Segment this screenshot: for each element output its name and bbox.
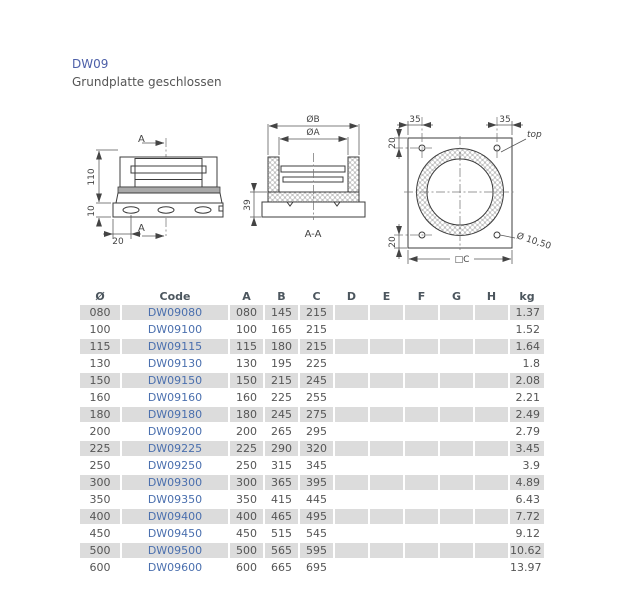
cell-f [405,543,438,558]
cell-e [370,339,403,354]
cell-f [405,322,438,337]
code-link[interactable]: DW09130 [147,357,203,370]
cell-kg: 4.89 [510,475,544,490]
cell-c: 275 [300,407,333,422]
section-name-label: A-A [304,229,322,240]
cell-e [370,424,403,439]
cell-d [335,475,368,490]
cell-a: 250 [236,459,257,472]
table-row [80,441,544,456]
cell-a: 400 [230,509,263,524]
cell-e [370,492,403,507]
cell-c: 215 [300,305,333,320]
cell-f [405,526,438,541]
table-row [80,509,544,524]
cell-kg: 10.62 [510,543,544,558]
table-row [80,322,544,337]
cell-f [405,390,438,405]
cell-d [335,526,368,541]
cell-a: 115 [230,339,263,354]
cell-d [335,492,368,507]
cell-e [370,356,403,371]
cell-h [475,526,508,541]
cell-code [122,373,228,388]
product-code-link[interactable]: DW09 [72,57,109,71]
cell-c: 395 [300,475,333,490]
cell-h [475,305,508,320]
code-link[interactable]: DW09300 [147,476,203,489]
col-g: G [451,290,462,303]
dim-plate-size-label: □C [454,255,470,265]
cell-b: 245 [265,407,298,422]
cell-h [475,322,508,337]
gasket-band [118,187,220,193]
cell-a: 500 [230,543,263,558]
cell-kg: 2.21 [515,391,540,404]
cell-c: 255 [306,391,327,404]
cell-h [475,356,508,371]
cell-code [122,407,228,422]
cell-e [370,475,403,490]
code-link[interactable]: DW09150 [147,374,203,387]
cell-a: 080 [230,305,263,320]
cell-g [440,373,473,388]
cell-d [335,305,368,320]
cell-kg: 9.12 [515,527,540,540]
dim-base-height-label: 39 [243,199,253,211]
cell-code [122,492,228,507]
cell-code [122,339,228,354]
cell-code [122,424,228,439]
cell-code [122,560,228,575]
table-row [80,492,544,507]
cell-e [370,390,403,405]
cell-diameter: 400 [80,509,120,524]
cell-f [405,407,438,422]
cell-c: 215 [300,339,333,354]
table-row [80,356,544,371]
cell-f [405,305,438,320]
table-row [80,390,544,405]
cell-a: 200 [236,425,257,438]
cell-d [335,424,368,439]
cell-g [440,560,473,575]
side-view-drawing [87,134,223,247]
cell-diameter: 300 [80,475,120,490]
col-b: B [277,290,286,303]
cell-diameter: 250 [89,459,111,472]
code-link[interactable]: DW09115 [147,340,203,353]
dim-height-label: 110 [87,168,97,186]
code-link[interactable]: DW09100 [147,323,203,336]
cell-code [122,390,228,405]
cell-diameter: 200 [89,425,111,438]
section-label-top: A [138,134,145,145]
cell-h [475,424,508,439]
cell-d [335,373,368,388]
cell-diameter: 350 [89,493,111,506]
dim-hole-offset-right-label: 35 [499,115,511,125]
cell-c: 215 [306,323,327,336]
cell-diameter: 115 [80,339,120,354]
dim-edge-offset-top-label: 20 [388,137,398,149]
cell-a: 300 [230,475,263,490]
cell-g [440,305,473,320]
cell-c: 695 [306,561,327,574]
base-plate-side [113,203,223,217]
page-header [72,55,222,91]
cell-e [370,458,403,473]
cell-e [370,322,403,337]
cell-diameter: 130 [89,357,111,370]
cell-kg: 13.97 [510,561,542,574]
cell-code [122,509,228,524]
cell-g [440,339,473,354]
table-body [80,305,544,575]
cell-b: 165 [271,323,292,336]
col-e: E [382,290,391,303]
cell-h [475,441,508,456]
code-link[interactable]: DW09225 [147,442,203,455]
cell-d [335,356,368,371]
cell-b: 225 [271,391,292,404]
top-view-drawing [388,115,553,265]
cell-g [440,390,473,405]
cell-code [122,441,228,456]
cell-diameter: 450 [89,527,111,540]
cell-f [405,475,438,490]
dim-outer-diameter-label: ØB [306,115,320,125]
cell-e [370,441,403,456]
code-link[interactable]: DW09250 [147,459,203,472]
cell-e [370,407,403,422]
cell-diameter: 225 [80,441,120,456]
cell-code [122,458,228,473]
table-row [80,560,544,575]
product-table [78,288,546,577]
cell-d [335,560,368,575]
cell-a: 180 [230,407,263,422]
code-link[interactable]: DW09350 [147,493,203,506]
cell-kg: 1.8 [522,357,540,370]
cell-b: 365 [265,475,298,490]
cell-d [335,509,368,524]
col-d: D [346,290,357,303]
cell-c: 320 [300,441,333,456]
cell-code [122,305,228,320]
cell-b: 265 [271,425,292,438]
col-f: F [417,290,426,303]
cell-f [405,441,438,456]
code-link[interactable]: DW09200 [147,425,203,438]
cell-kg: 3.9 [522,459,540,472]
dim-plate-thickness-label: 10 [87,205,97,217]
code-link[interactable]: DW09160 [147,391,203,404]
surface-top-label: top [527,130,542,140]
cell-d [335,339,368,354]
cell-h [475,543,508,558]
cell-f [405,356,438,371]
table-row [80,407,544,422]
insulation-wall [348,157,359,192]
cell-g [440,492,473,507]
table-header-row [80,290,544,303]
col-diameter: Ø [95,290,105,303]
cell-b: 180 [265,339,298,354]
cell-kg: 6.43 [515,493,540,506]
code-link[interactable]: DW09500 [147,544,203,557]
cell-e [370,305,403,320]
insulation-wall [268,157,279,192]
cell-b: 565 [265,543,298,558]
cell-kg: 1.37 [510,305,544,320]
cell-b: 315 [271,459,292,472]
cell-b: 215 [265,373,298,388]
cell-c: 225 [306,357,327,370]
cell-kg: 1.64 [510,339,544,354]
cell-c: 545 [306,527,327,540]
cell-d [335,543,368,558]
cell-g [440,458,473,473]
cell-f [405,458,438,473]
cell-c: 345 [306,459,327,472]
cell-h [475,458,508,473]
cell-kg: 2.08 [510,373,544,388]
code-link[interactable]: DW09600 [147,561,203,574]
cell-h [475,390,508,405]
col-kg: kg [519,290,535,303]
code-link[interactable]: DW09080 [147,306,203,319]
cell-b: 145 [265,305,298,320]
cell-g [440,322,473,337]
cell-e [370,373,403,388]
cell-diameter: 180 [80,407,120,422]
cell-g [440,356,473,371]
cell-d [335,458,368,473]
table-row [80,339,544,354]
cell-h [475,373,508,388]
table-row [80,475,544,490]
code-link[interactable]: DW09450 [147,527,203,540]
cell-g [440,509,473,524]
cell-code [122,356,228,371]
table-row [80,424,544,439]
product-title: Grundplatte geschlossen [72,75,222,89]
cell-b: 195 [271,357,292,370]
cell-e [370,560,403,575]
cell-h [475,560,508,575]
cell-d [335,390,368,405]
cell-diameter: 150 [80,373,120,388]
dim-slot-offset-label: 20 [112,237,124,247]
collar [116,193,222,203]
cell-g [440,543,473,558]
cell-f [405,492,438,507]
product-table-wrap [78,288,546,577]
cell-h [475,475,508,490]
cell-c: 245 [300,373,333,388]
col-h: H [486,290,497,303]
cell-d [335,322,368,337]
cell-h [475,339,508,354]
cell-diameter: 100 [89,323,111,336]
cell-b: 665 [271,561,292,574]
cell-g [440,441,473,456]
cell-b: 465 [265,509,298,524]
cell-a: 225 [230,441,263,456]
cell-kg: 7.72 [510,509,544,524]
table-row [80,373,544,388]
cell-e [370,526,403,541]
cell-a: 130 [236,357,257,370]
cell-f [405,509,438,524]
cell-b: 415 [271,493,292,506]
cell-kg: 2.49 [510,407,544,422]
cell-g [440,526,473,541]
cell-f [405,560,438,575]
code-link[interactable]: DW09180 [147,408,203,421]
cell-b: 290 [265,441,298,456]
cell-diameter: 080 [80,305,120,320]
col-a: A [242,290,251,303]
cell-kg: 3.45 [510,441,544,456]
cell-kg: 2.79 [515,425,540,438]
cell-a: 450 [236,527,257,540]
cell-f [405,424,438,439]
section-view-drawing [243,114,365,240]
cell-g [440,424,473,439]
cell-a: 100 [236,323,257,336]
cell-d [335,407,368,422]
cell-h [475,407,508,422]
cell-g [440,475,473,490]
cell-code [122,543,228,558]
table-row [80,458,544,473]
col-code: Code [159,290,191,303]
cell-e [370,543,403,558]
col-c: C [312,290,321,303]
cell-a: 150 [230,373,263,388]
table-row [80,543,544,558]
dim-inner-diameter-label: ØA [306,128,320,138]
dim-hole-offset-left-label: 35 [409,115,421,125]
table-row [80,305,544,320]
cell-diameter: 600 [89,561,111,574]
cell-h [475,509,508,524]
cell-d [335,441,368,456]
cell-g [440,407,473,422]
cell-c: 595 [300,543,333,558]
cell-c: 495 [300,509,333,524]
cell-f [405,373,438,388]
cell-a: 600 [236,561,257,574]
cell-c: 295 [306,425,327,438]
cell-e [370,509,403,524]
section-label-bottom: A [138,223,145,234]
cell-code [122,322,228,337]
cell-a: 160 [236,391,257,404]
cell-kg: 1.52 [515,323,540,336]
cell-h [475,492,508,507]
cell-code [122,475,228,490]
cell-b: 515 [271,527,292,540]
cell-diameter: 500 [80,543,120,558]
cell-a: 350 [236,493,257,506]
code-link[interactable]: DW09400 [147,510,203,523]
technical-drawings [70,95,580,285]
cell-code [122,526,228,541]
table-row [80,526,544,541]
cell-diameter: 160 [89,391,111,404]
dim-edge-offset-bottom-label: 20 [388,236,398,248]
cell-f [405,339,438,354]
dim-hole-diameter-label: Ø 10,50 [515,231,553,252]
cell-c: 445 [306,493,327,506]
